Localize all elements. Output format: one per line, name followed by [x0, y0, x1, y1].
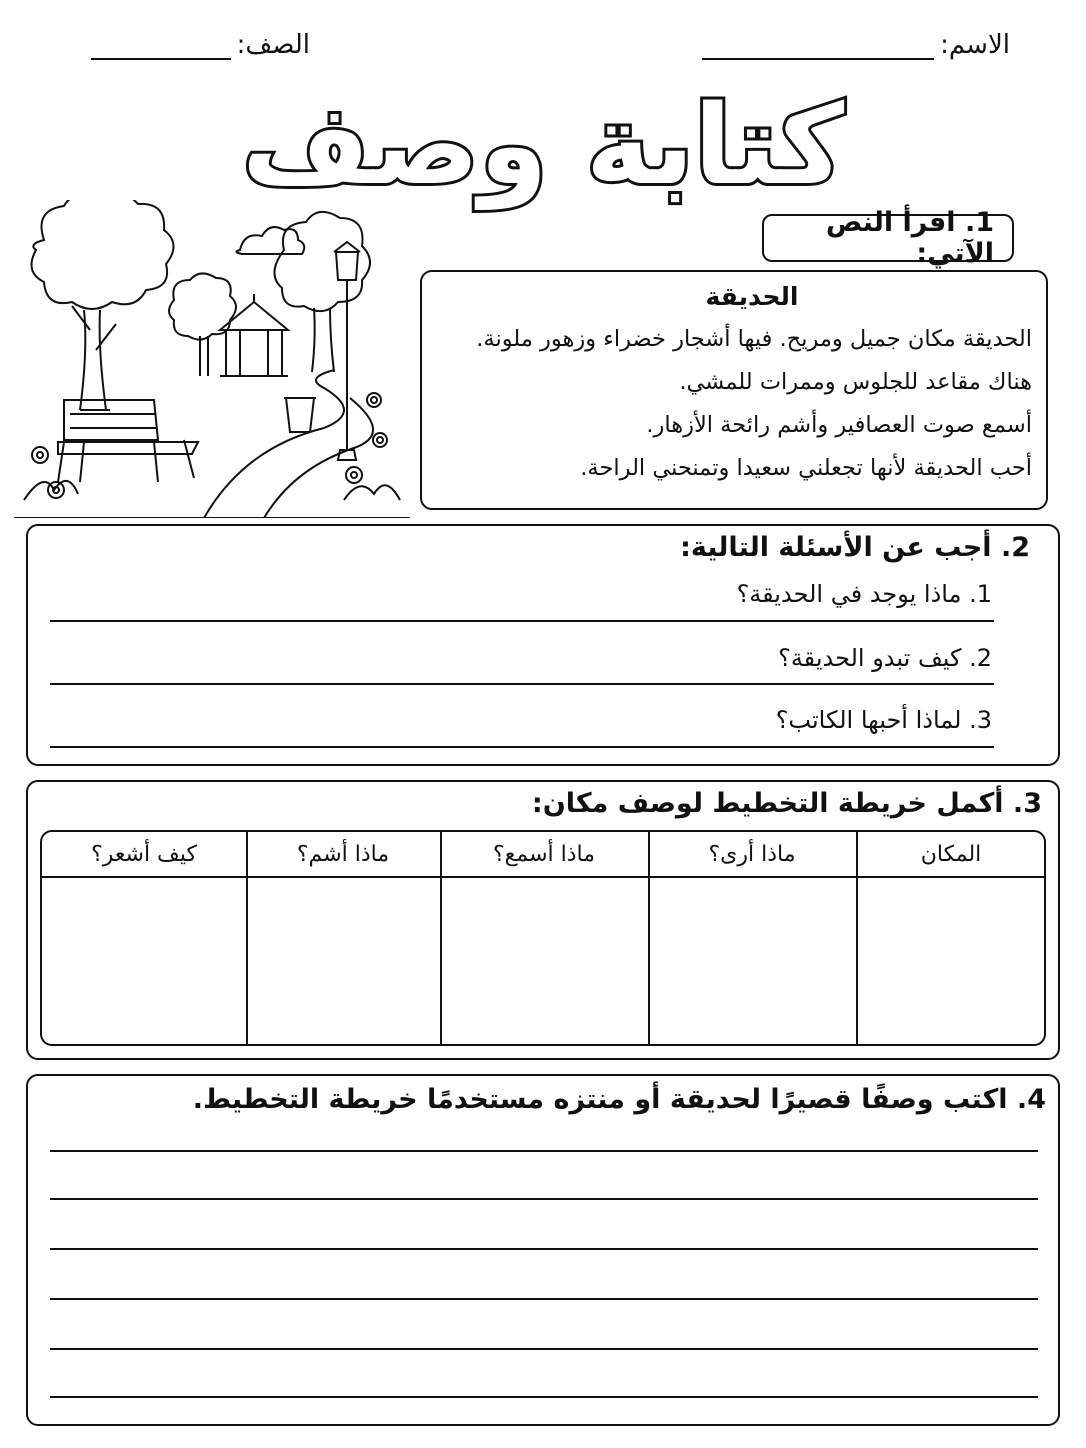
cell-feel[interactable]: [42, 879, 246, 1046]
answer-line-1[interactable]: [50, 620, 994, 622]
reading-passage-box: [420, 270, 1048, 510]
cell-smell[interactable]: [248, 879, 440, 1046]
question-1: 1. ماذا يوجد في الحديقة؟: [736, 580, 992, 608]
section3-title: 3. أكمل خريطة التخطيط لوصف مكان:: [531, 788, 1042, 819]
writing-line[interactable]: [50, 1348, 1038, 1350]
cell-place[interactable]: [858, 879, 1046, 1046]
passage-title: الحديقة: [705, 282, 799, 311]
writing-line[interactable]: [50, 1298, 1038, 1300]
question-2: 2. كيف تبدو الحديقة؟: [778, 644, 992, 672]
class-label: الصف:: [236, 30, 310, 60]
section4-title: 4. اكتب وصفًا قصيرًا لحديقة أو منتزه مستخدمًا خريطة التخطيط.: [192, 1084, 1046, 1115]
cell-see[interactable]: [650, 879, 856, 1046]
passage-line: أسمع صوت العصافير وأشم رائحة الأزهار.: [646, 412, 1032, 438]
name-field[interactable]: [702, 30, 1010, 60]
passage-line: الحديقة مكان جميل ومريح. فيها أشجار خضراء وزهور ملونة.: [476, 326, 1032, 352]
class-field[interactable]: [91, 30, 310, 60]
writing-line[interactable]: [50, 1150, 1038, 1152]
table-header-separator: [42, 876, 1044, 878]
section2-title: 2. أجب عن الأسئلة التالية:: [680, 532, 1030, 563]
name-label: الاسم:: [940, 30, 1010, 60]
planning-table: [40, 830, 1046, 1046]
worksheet-title: كتابة وصف: [241, 81, 845, 209]
column-header-hear: ماذا أسمع؟: [492, 841, 596, 867]
writing-line[interactable]: [50, 1248, 1038, 1250]
question-3: 3. لماذا أحبها الكاتب؟: [775, 706, 992, 734]
park-illustration: [14, 200, 410, 518]
column-header-see: ماذا أرى؟: [708, 841, 796, 867]
cell-hear[interactable]: [442, 879, 648, 1046]
section4-box: [26, 1074, 1060, 1426]
writing-line[interactable]: [50, 1198, 1038, 1200]
writing-line[interactable]: [50, 1396, 1038, 1398]
answer-line-3[interactable]: [50, 746, 994, 748]
passage-line: أحب الحديقة لأنها تجعلني سعيدا وتمنحني الراحة.: [580, 455, 1032, 481]
column-header-feel: كيف أشعر؟: [91, 841, 197, 867]
column-header-place: المكان: [920, 841, 982, 867]
section1-label: 1. اقرأ النص الآتي:: [762, 214, 1014, 262]
passage-line: هناك مقاعد للجلوس وممرات للمشي.: [679, 369, 1032, 395]
name-blank-line[interactable]: [702, 34, 934, 60]
answer-line-2[interactable]: [50, 683, 994, 685]
class-blank-line[interactable]: [91, 34, 231, 60]
column-header-smell: ماذا أشم؟: [296, 841, 390, 867]
